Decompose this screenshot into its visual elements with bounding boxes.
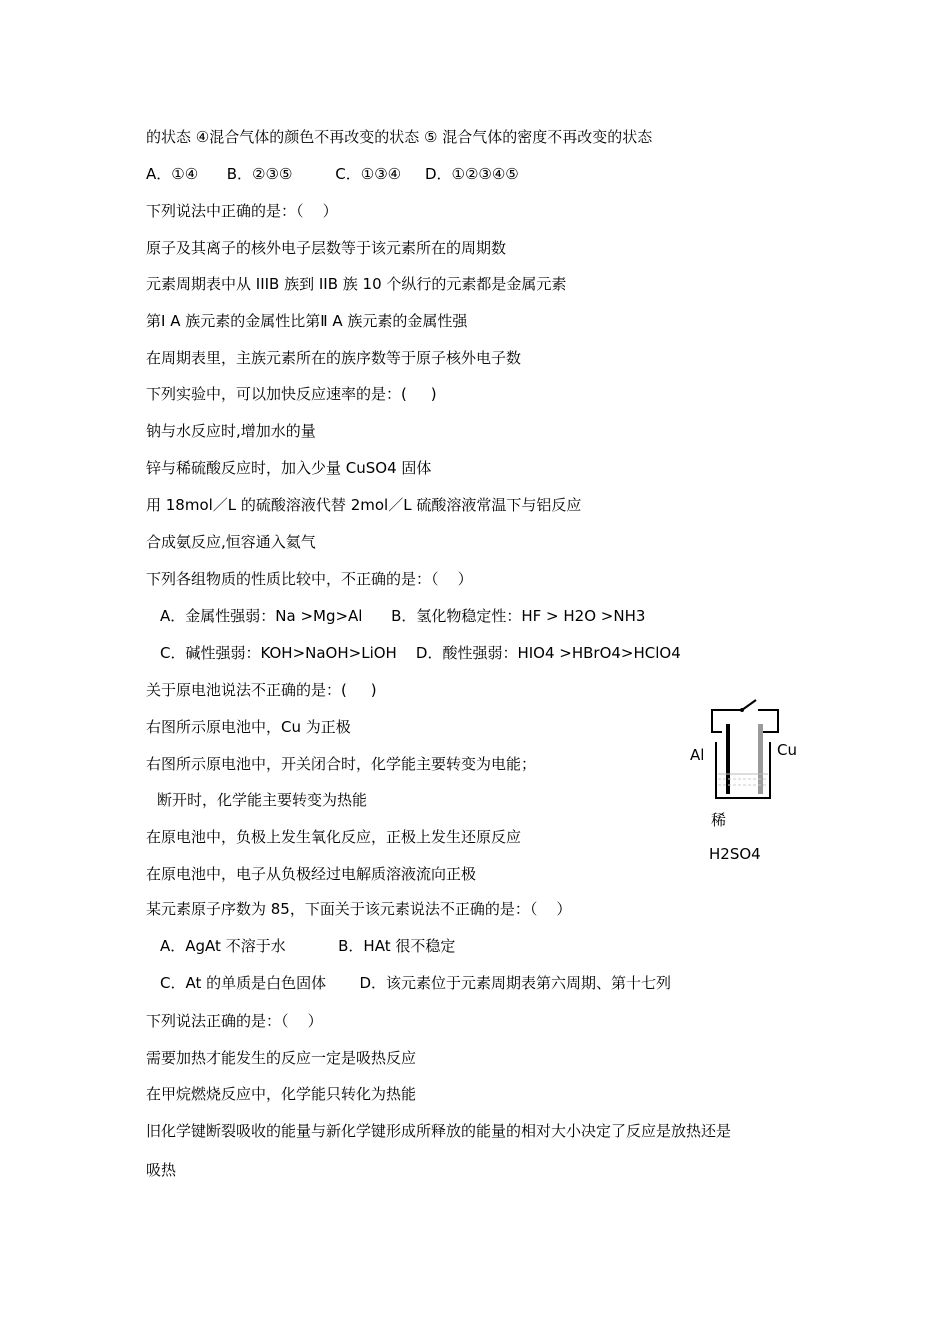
text-line-24: C．At 的单质是白色固体 D．该元素位于元素周期表第六周期、第十七列 bbox=[160, 974, 672, 992]
text-line-29: 吸热 bbox=[146, 1161, 177, 1179]
text-line-3: 下列说法中正确的是：（ ） bbox=[146, 202, 338, 220]
text-line-7: 在周期表里，主族元素所在的族序数等于原子核外电子数 bbox=[146, 349, 522, 367]
al-label: Al bbox=[690, 746, 705, 764]
text-line-13: 下列各组物质的性质比较中，不正确的是：（ ） bbox=[146, 570, 473, 588]
text-line-17: 右图所示原电池中，Cu 为正极 bbox=[146, 718, 351, 736]
text-line-2: A．①④ B．②③⑤ C．①③④ D．①②③④⑤ bbox=[146, 165, 519, 183]
text-line-28: 旧化学键断裂吸收的能量与新化学键形成所释放的能量的相对大小决定了反应是放热还是 bbox=[146, 1122, 732, 1140]
text-line-1: 的状态 ④混合气体的颜色不再改变的状态 ⑤ 混合气体的密度不再改变的状态 bbox=[146, 128, 653, 146]
text-line-12: 合成氨反应,恒容通入氦气 bbox=[146, 533, 316, 551]
text-line-15: C．碱性强弱：KOH>NaOH>LiOH D．酸性强弱：HIO4 >HBrO4>HClO4 bbox=[160, 644, 681, 662]
switch-lever bbox=[742, 700, 756, 710]
text-line-25: 下列说法正确的是：（ ） bbox=[146, 1012, 323, 1030]
switch-pivot bbox=[740, 708, 744, 712]
text-line-21: 在原电池中，电子从负极经过电解质溶液流向正极 bbox=[146, 865, 477, 883]
text-line-8: 下列实验中，可以加快反应速率的是：( ) bbox=[146, 385, 437, 403]
text-line-27: 在甲烷燃烧反应中，化学能只转化为热能 bbox=[146, 1085, 417, 1103]
text-line-5: 元素周期表中从 IIIB 族到 IIB 族 10 个纵行的元素都是金属元素 bbox=[146, 275, 567, 293]
al-electrode bbox=[726, 724, 730, 794]
cu-label: Cu bbox=[777, 741, 797, 759]
electrolyte-label-2: H2SO4 bbox=[709, 845, 761, 863]
text-line-6: 第Ⅰ A 族元素的金属性比第Ⅱ A 族元素的金属性强 bbox=[146, 312, 468, 330]
text-line-10: 锌与稀硫酸反应时，加入少量 CuSO4 固体 bbox=[146, 459, 432, 477]
text-line-18: 右图所示原电池中，开关闭合时，化学能主要转变为电能； bbox=[146, 755, 537, 773]
text-line-19: 断开时，化学能主要转变为热能 bbox=[157, 791, 368, 809]
text-line-22: 某元素原子序数为 85，下面关于该元素说法不正确的是：（ ） bbox=[146, 900, 572, 918]
text-line-4: 原子及其离子的核外电子层数等于该元素所在的周期数 bbox=[146, 239, 507, 257]
text-line-11: 用 18mol／L 的硫酸溶液代替 2mol／L 硫酸溶液常温下与铝反应 bbox=[146, 496, 582, 514]
text-line-14: A．金属性强弱：Na >Mg>Al B．氢化物稳定性：HF > H2O >NH3 bbox=[160, 607, 646, 625]
cu-electrode bbox=[758, 724, 763, 794]
text-line-26: 需要加热才能发生的反应一定是吸热反应 bbox=[146, 1049, 417, 1067]
text-line-9: 钠与水反应时,增加水的量 bbox=[146, 422, 316, 440]
text-line-16: 关于原电池说法不正确的是：( ) bbox=[146, 681, 377, 699]
text-line-23: A．AgAt 不溶于水 B．HAt 很不稳定 bbox=[160, 937, 456, 955]
electrolyte-label-1: 稀 bbox=[711, 811, 727, 829]
text-line-20: 在原电池中，负极上发生氧化反应，正极上发生还原反应 bbox=[146, 828, 522, 846]
